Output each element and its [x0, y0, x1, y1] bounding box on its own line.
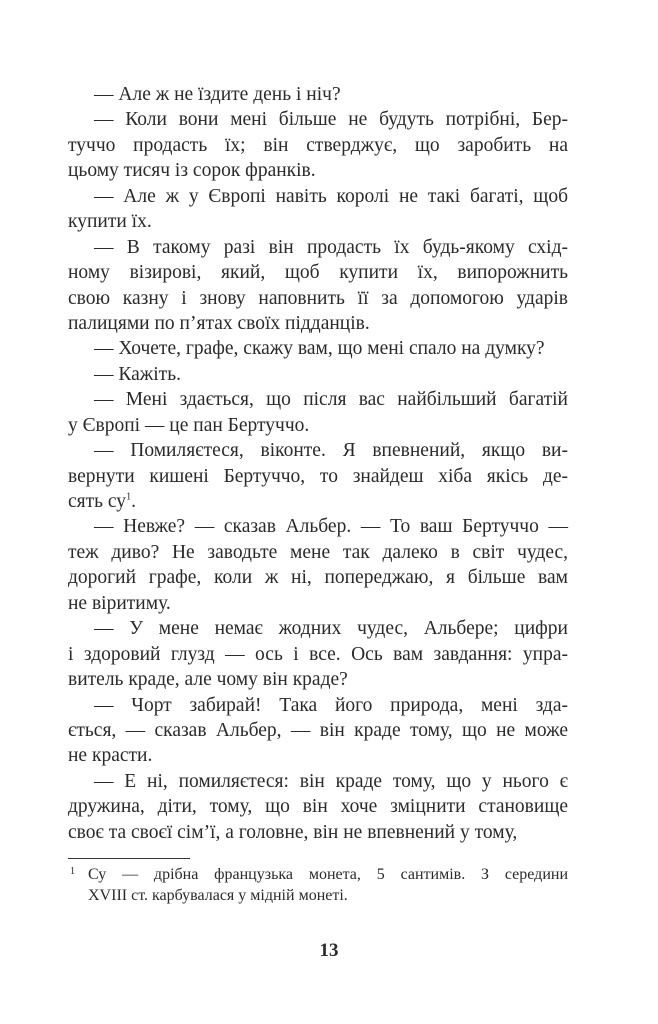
text-line: вернути кишені Бертуччо, то знайдеш хіба якісь де-: [68, 465, 568, 487]
footnote-separator: [68, 858, 190, 859]
text-line: витель краде, але чому він краде?: [68, 669, 348, 691]
text-line: — Коли вони мені більше не будуть потрібні, Бер-: [94, 109, 568, 131]
paragraph: [68, 336, 568, 361]
paragraph: [68, 769, 568, 845]
text-line: свою казну і знову наповнить її за допомогою ударів: [68, 287, 568, 309]
text-line: туччо продасть їх; він стверджує, що заробить на: [68, 134, 568, 156]
text-line: теж диво? Не заводьте мене так далеко в світ чудес,: [68, 541, 568, 563]
footnote-line: Су — дрібна французька монета, 5 сантимів. З середини: [88, 866, 568, 883]
text-line: — Кажіть.: [94, 363, 181, 385]
paragraph: [68, 387, 568, 438]
text-line: — Е ні, помиляєтеся: він краде тому, що у нього є: [94, 770, 568, 792]
text-line: — Але ж у Європі навіть королі не такі багаті, щоб: [94, 185, 568, 207]
text-line: — Мені здається, що після вас найбільший багатій: [94, 389, 568, 411]
paragraph: [68, 82, 568, 107]
text-line: — В такому разі він продасть їх будь-якому схід-: [94, 236, 568, 258]
text-line: палицями по п’ятах своїх підданців.: [68, 312, 370, 334]
text-line: у Європі — це пан Бертуччо.: [68, 414, 310, 436]
text-line: дружина, діти, тому, що він хоче зміцнити становище: [68, 796, 568, 818]
text-line: ному візирові, який, щоб купити їх, випорожнить: [68, 262, 568, 284]
text-line: не віритиму.: [68, 592, 171, 614]
footnote-marker: 1: [70, 866, 75, 877]
text-line: не красти.: [68, 745, 153, 767]
paragraph: [68, 693, 568, 769]
text-line: — Невже? — сказав Альбер. — То ваш Бертуччо —: [94, 516, 568, 538]
text-line: і здоровий глузд — ось і все. Ось вам завдання: упра-: [68, 643, 568, 665]
paragraph: [68, 235, 568, 337]
text-line: цьому тисяч із сорок франків.: [68, 160, 316, 182]
text-line: — Хочете, графе, скажу вам, що мені спало на думку?: [94, 338, 545, 360]
paragraph: [68, 616, 568, 692]
paragraph: [68, 514, 568, 616]
text-line: — У мене немає жодних чудес, Альбере; цифри: [94, 618, 568, 640]
text-line: дорогий графе, коли ж ні, попереджаю, я більше вам: [68, 567, 568, 589]
body-text: [68, 82, 568, 845]
paragraph: [68, 438, 568, 514]
text-line: — Помиляєтеся, віконте. Я впевнений, якщо ви-: [94, 440, 568, 462]
paragraph: [68, 362, 568, 387]
page-number: 13: [319, 940, 339, 961]
footnote-line: XVIII ст. карбувалася у мідній монеті.: [88, 887, 348, 904]
footnote: [68, 864, 568, 906]
text-line: своє та своєї сім’ї, а головне, він не впевнений у тому,: [68, 821, 518, 843]
paragraph: [68, 184, 568, 235]
footnote-reference: 1: [126, 491, 132, 503]
text-line: ється, — сказав Альбер, — він краде тому, що не може: [68, 719, 568, 741]
text-line: — Але ж не їздите день і ніч?: [94, 84, 341, 105]
text-line: сять $су^1$.: [68, 491, 136, 512]
footnote-text: [88, 864, 568, 906]
paragraph: [68, 107, 568, 183]
text-line: купити їх.: [68, 211, 152, 233]
text-line: — Чорт забирай! Така його природа, мені зда-: [94, 694, 568, 716]
